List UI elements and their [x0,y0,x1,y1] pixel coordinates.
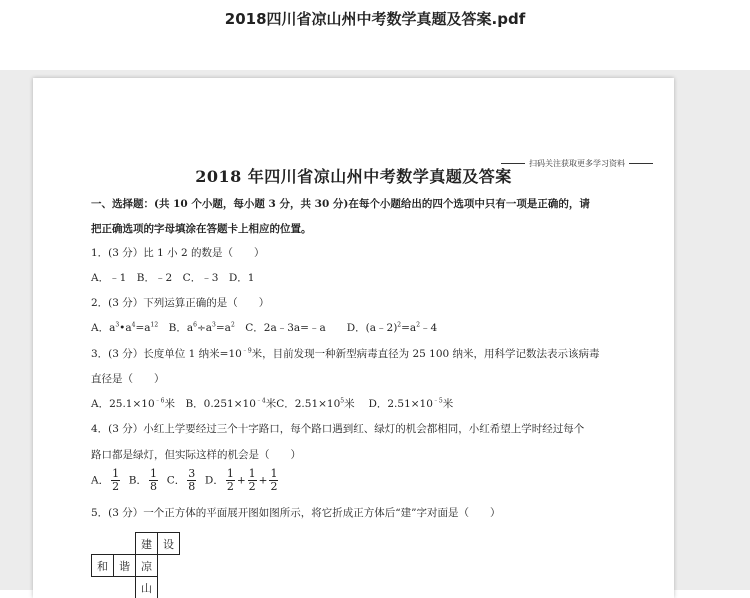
net-cell: 设 [158,533,180,555]
document-page [33,78,674,598]
document-viewer[interactable] [0,70,750,590]
q4-stem-line2: 路口都是绿灯，但实际这样的机会是（ ） [91,447,301,462]
net-cell: 谐 [114,555,136,577]
net-cell: 建 [136,533,158,555]
q5-stem: 5．(3 分）一个正方体的平面展开图如图所示，将它折成正方体后“建”字对面是（ ） [91,505,501,520]
net-cell: 凉 [136,555,158,577]
q4-options: A． $\frac{1}{2}$ B． $\frac{1}{8}$ C． $\frac{3}{8}$ D． $\frac{1}{2}$ + $\frac{1}{2}$ + $\frac{1}{2}$ [91,468,280,493]
net-cell: 山 [136,577,158,598]
q3-options: A．$25.1\times 10^{﹣6}$米 B．$0.251\times 10^{﹣4}$米C．$2.51\times 10^5$米 D．$2.51\times 10^{﹣5}$米 [91,396,453,411]
q2-stem: 2．(3 分）下列运算正确的是（ ） [91,295,269,310]
q3-stem-line1: 3．(3 分）长度单位 1 纳米$=10^{﹣9}$米，目前发现一种新型病毒直径为 25 100 纳米，用科学记数法表示该病毒 [91,346,600,361]
document-title: 2018 年四川省凉山州中考数学真题及答案 [33,164,674,187]
q4-stem-line1: 4．(3 分）小红上学要经过三个十字路口，每个路口遇到红、绿灯的机会都相同，小红希望上学时经过每个 [91,421,584,436]
fraction: $\frac{1}{2}$ [248,468,257,493]
viewer-header [0,0,750,70]
fraction: $\frac{1}{2}$ [269,468,278,493]
q1-options: A．﹣1 B．﹣2 C．﹣3 D．1 [91,270,254,285]
fraction: $\frac{1}{8}$ [149,468,158,493]
fraction: $\frac{3}{8}$ [187,468,196,493]
q1-stem: 1．(3 分）比 1 小 2 的数是（ ） [91,245,265,260]
watermark-text: 扫码关注获取更多学习资料 [529,158,625,169]
q2-options: A．$a^3•a^4=a^{12}$ B．$a^6\div a^3=a^2$ C．2a﹣3a=﹣a D．$(a﹣2)^2=a^2﹣4$ [91,320,437,335]
section-heading-line2: 把正确选项的字母填涂在答题卡上相应的位置。 [91,221,312,236]
fraction: $\frac{1}{2}$ [226,468,235,493]
net-cell: 和 [92,555,114,577]
section-heading-line1: 一、选择题：(共 10 个小题，每小题 3 分，共 30 分)在每个小题给出的四个选项中只有一项是正确的，请 [91,196,590,211]
file-title: 2018四川省凉山州中考数学真题及答案.pdf [0,8,750,29]
fraction: $\frac{1}{2}$ [111,468,120,493]
q3-stem-line2: 直径是（ ） [91,371,165,386]
cube-net-figure [91,532,180,598]
